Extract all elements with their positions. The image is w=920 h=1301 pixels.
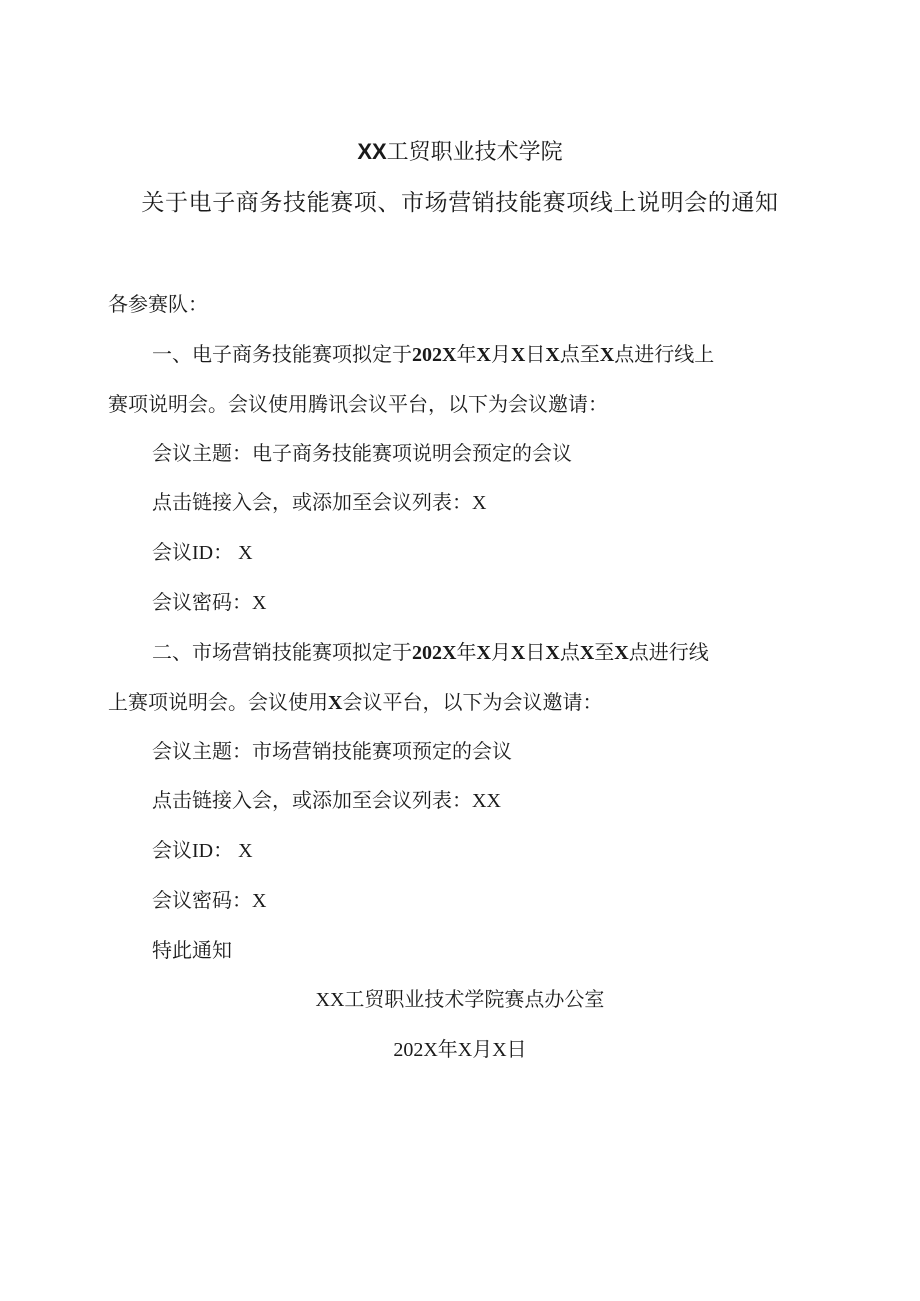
s2-end-hour: X xyxy=(614,642,629,664)
s1-text: 点至 xyxy=(559,342,600,366)
s2-day: X xyxy=(510,642,526,664)
s2-text: 至 xyxy=(594,640,615,664)
s2-platform: X xyxy=(328,692,343,714)
section1-line2: 赛项说明会。会议使用腾讯会议平台，以下为会议邀请： xyxy=(108,392,608,416)
s2-minute: X xyxy=(579,642,595,664)
salutation: 各参赛队： xyxy=(108,292,208,316)
section2-line1 xyxy=(152,640,709,665)
s1-year: 202X xyxy=(412,344,457,366)
s2-text: 上赛项说明会。会议使用 xyxy=(108,690,328,714)
title-school-name: 工贸职业技术学院 xyxy=(386,140,563,165)
section1-line1 xyxy=(152,342,714,367)
s1-text: 年 xyxy=(456,342,477,366)
section2-topic: 会议主题：市场营销技能赛项预定的会议 xyxy=(152,739,512,763)
s2-text: 点 xyxy=(559,640,580,664)
s2-text: 年 xyxy=(456,640,477,664)
s2-year: 202X xyxy=(412,642,457,664)
section1-meeting-id: 会议ID： X xyxy=(152,542,253,564)
closing-text: 特此通知 xyxy=(152,938,232,962)
s1-end-hour: X xyxy=(599,344,615,366)
section2-link: 点击链接入会，或添加至会议列表：XX xyxy=(152,790,501,812)
s2-text: 月 xyxy=(490,640,511,664)
signature-office: XX工贸职业技术学院赛点办公室 xyxy=(315,989,605,1011)
document-subtitle: 关于电子商务技能赛项、市场营销技能赛项线上说明会的通知 xyxy=(141,190,779,216)
s1-text: 一、电子商务技能赛项拟定于 xyxy=(152,342,412,366)
signature-date: 202X年X月X日 xyxy=(393,1039,527,1061)
section2-meeting-id: 会议ID： X xyxy=(152,840,253,862)
s2-text: 二、市场营销技能赛项拟定于 xyxy=(152,640,412,664)
section2-line2 xyxy=(108,690,602,715)
s1-start-hour: X xyxy=(545,344,560,366)
s2-text: 会议平台，以下为会议邀请： xyxy=(342,690,603,714)
s2-text: 日 xyxy=(525,640,546,664)
section1-link: 点击链接入会，或添加至会议列表：X xyxy=(152,492,487,514)
title-xx: XX xyxy=(357,139,387,164)
section2-password: 会议密码：X xyxy=(152,890,267,912)
s1-text: 日 xyxy=(525,342,546,366)
document-title xyxy=(0,139,920,166)
s1-day: X xyxy=(510,344,526,366)
s1-text: 月 xyxy=(490,342,511,366)
section1-topic: 会议主题：电子商务技能赛项说明会预定的会议 xyxy=(152,441,572,465)
s2-start-hour: X xyxy=(545,642,560,664)
s2-text: 点进行线 xyxy=(628,640,709,664)
s1-text: 点进行线上 xyxy=(614,342,715,366)
s1-month: X xyxy=(476,344,491,366)
s2-month: X xyxy=(476,642,491,664)
section1-password: 会议密码：X xyxy=(152,592,267,614)
